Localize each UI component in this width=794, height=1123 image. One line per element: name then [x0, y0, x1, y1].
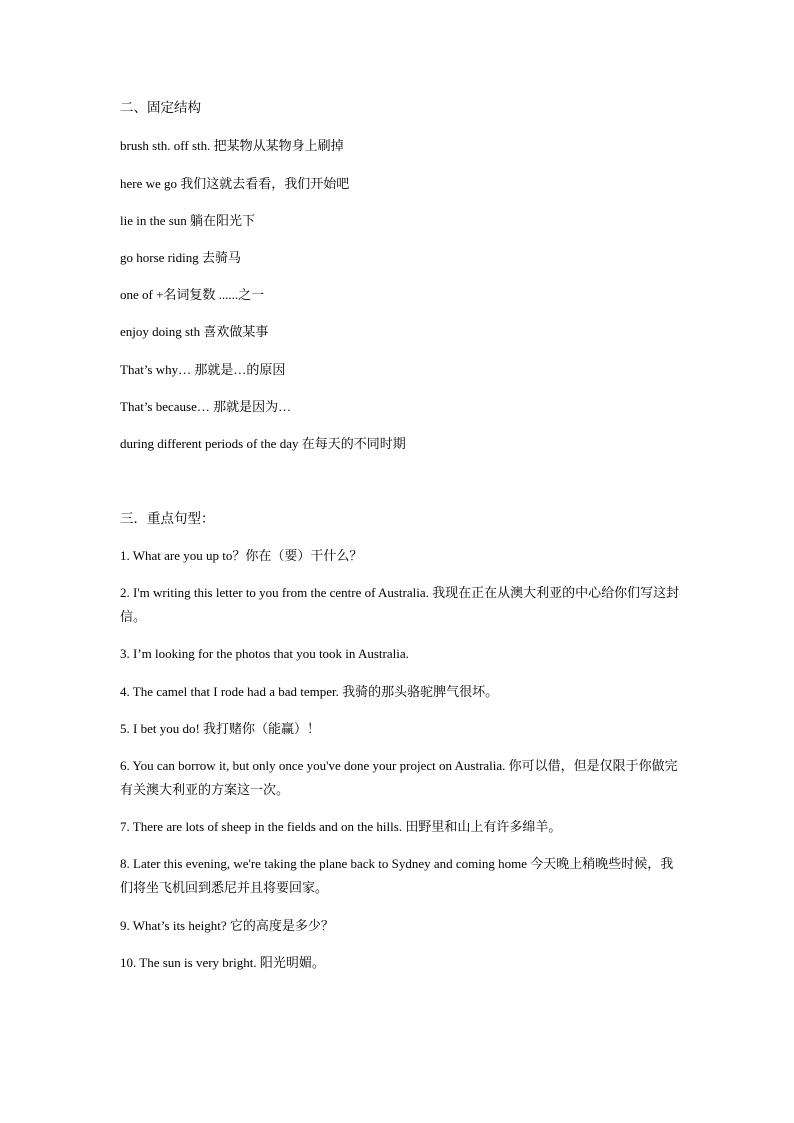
sentence-item: 1. What are you up to？你在（要）干什么？: [120, 548, 363, 563]
sentence-item: 5. I bet you do! 我打赌你（能赢）！: [120, 721, 321, 736]
phrase-item: here we go 我们这就去看看，我们开始吧: [120, 176, 350, 191]
sentence-item: 10. The sun is very bright. 阳光明媚。: [120, 955, 325, 970]
phrase-item: brush sth. off sth. 把某物从某物身上刷掉: [120, 138, 344, 153]
phrase-item: lie in the sun 躺在阳光下: [120, 213, 256, 228]
section-heading-fixed-structures: 二、固定结构: [120, 100, 201, 115]
phrase-item: go horse riding 去骑马: [120, 250, 241, 265]
section-heading-key-sentences: 三．重点句型：: [120, 511, 215, 526]
phrase-item: enjoy doing sth 喜欢做某事: [120, 324, 269, 339]
phrase-item: That’s because… 那就是因为…: [120, 399, 292, 414]
sentence-item: 8. Later this evening, we're taking the plane back to Sydney and coming home 今天晚上稍晚些时候，我们将坐飞机回到悉尼并且将要回家。: [120, 856, 674, 895]
sentence-item: 6. You can borrow it, but only once you've done your project on Australia. 你可以借，但是仅限于你做完有关澳大利亚的方案这一次。: [120, 758, 678, 797]
sentence-item: 9. What’s its height? 它的高度是多少？: [120, 918, 334, 933]
phrase-item: one of +名词复数 ......之一: [120, 287, 265, 302]
sentence-item: 2. I'm writing this letter to you from the centre of Australia. 我现在正在从澳大利亚的中心给你们写这封信。: [120, 585, 680, 624]
phrase-item: That’s why… 那就是…的原因: [120, 362, 286, 377]
phrase-item: during different periods of the day 在每天的不同时期: [120, 436, 406, 451]
sentence-item: 3. I’m looking for the photos that you took in Australia.: [120, 646, 409, 661]
sentence-item: 7. There are lots of sheep in the fields and on the hills. 田野里和山上有许多绵羊。: [120, 819, 562, 834]
sentence-item: 4. The camel that I rode had a bad temper. 我骑的那头骆驼脾气很坏。: [120, 684, 499, 699]
